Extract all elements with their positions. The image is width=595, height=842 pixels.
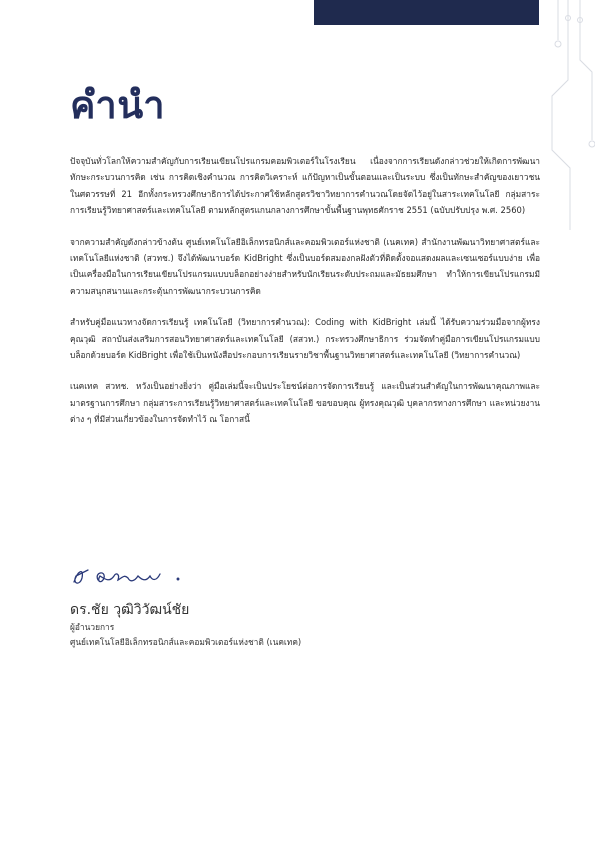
page-title: คำนำ — [70, 83, 166, 127]
signer-block — [70, 600, 301, 650]
signer-organization: ศูนย์เทคโนโลยีอิเล็กทรอนิกส์และคอมพิวเตอร์แห่งชาติ (เนคเทค) — [70, 637, 302, 647]
signer-role: ผู้อำนวยการ — [70, 622, 115, 632]
handwritten-signature — [66, 560, 196, 596]
paragraph-3: สำหรับคู่มือแนวทางจัดการเรียนรู้ เทคโนโลยี (วิทยาการคำนวณ): Coding with KidBright เล่มนี้ ได้รับความร่วมมือจากผู้ทรงคุณวุฒิ สถาบันส่งเสริมการสอนวิทยาศาสตร์และเทคโนโลยี (สสวท.) กระทรวงศึกษาธิการ ร่วมจัดทำคู่มือการเขียนโปรแกรมแบบบล็อกด้วยบอร์ด KidBright เพื่อใช้เป็นหนังสือประกอบการเรียนรายวิชาพื้นฐานวิทยาศาสตร์และเทคโนโลยี (วิทยาการคำนวณ) — [70, 317, 540, 361]
circuit-decoration — [540, 0, 595, 230]
header-accent-bar — [314, 0, 539, 25]
signer-name: ดร.ชัย วุฒิวิวัฒน์ชัย — [70, 602, 190, 618]
paragraph-4: เนคเทค สวทช. หวังเป็นอย่างยิ่งว่า คู่มือเล่มนี้จะเป็นประโยชน์ต่อการจัดการเรียนรู้ และเป็นส่วนสำคัญในการพัฒนาคุณภาพและมาตรฐานการศึกษา กลุ่มสาระการเรียนรู้วิทยาศาสตร์และเทคโนโลยี ขอขอบคุณ ผู้ทรงคุณวุฒิ บุคลากรทางการศึกษา และหน่วยงานต่าง ๆ ที่มีส่วนเกี่ยวข้องในการจัดทำไว้ ณ โอกาสนี้ — [70, 381, 540, 425]
foreword-body — [70, 153, 540, 443]
paragraph-1: ปัจจุบันทั่วโลกให้ความสำคัญกับการเรียนเขียนโปรแกรมคอมพิวเตอร์ในโรงเรียน เนื่องจากการเรียนดังกล่าวช่วยให้เกิดการพัฒนาทักษะกระบวนการคิด เช่น การคิดเชิงคำนวณ การคิดวิเคราะห์ แก้ปัญหาเป็นขั้นตอนและเป็นระบบ ซึ่งเป็นทักษะสำคัญของเยาวชนในศตวรรษที่ 21 อีกทั้งกระทรวงศึกษาธิการได้ประกาศใช้หลักสูตรวิชาวิทยาการคำนวณโดยจัดไว้อยู่ในสาระเทคโนโลยี กลุ่มสาระการเรียนรู้วิทยาศาสตร์และเทคโนโลยี ตามหลักสูตรแกนกลางการศึกษาขั้นพื้นฐานพุทธศักราช 2551 (ฉบับปรับปรุง พ.ศ. 2560) — [70, 156, 540, 216]
paragraph-2: จากความสำคัญดังกล่าวข้างต้น ศูนย์เทคโนโลยีอิเล็กทรอนิกส์และคอมพิวเตอร์แห่งชาติ (เนคเทค) สำนักงานพัฒนาวิทยาศาสตร์และเทคโนโลยีแห่งชาติ (สวทช.) จึงได้พัฒนาบอร์ด KidBright ซึ่งเป็นบอร์ดสมองกลฝังตัวที่ติดตั้งจอแสดงผลและเซนเซอร์แบบง่าย เพื่อเป็นเครื่องมือในการเรียนเขียนโปรแกรมแบบบล็อกอย่างง่ายสำหรับนักเรียนระดับประถมและมัธยมศึกษา ทำให้การเขียนโปรแกรมมีความสนุกสนานและกระตุ้นการพัฒนากระบวนการคิด — [70, 236, 540, 296]
